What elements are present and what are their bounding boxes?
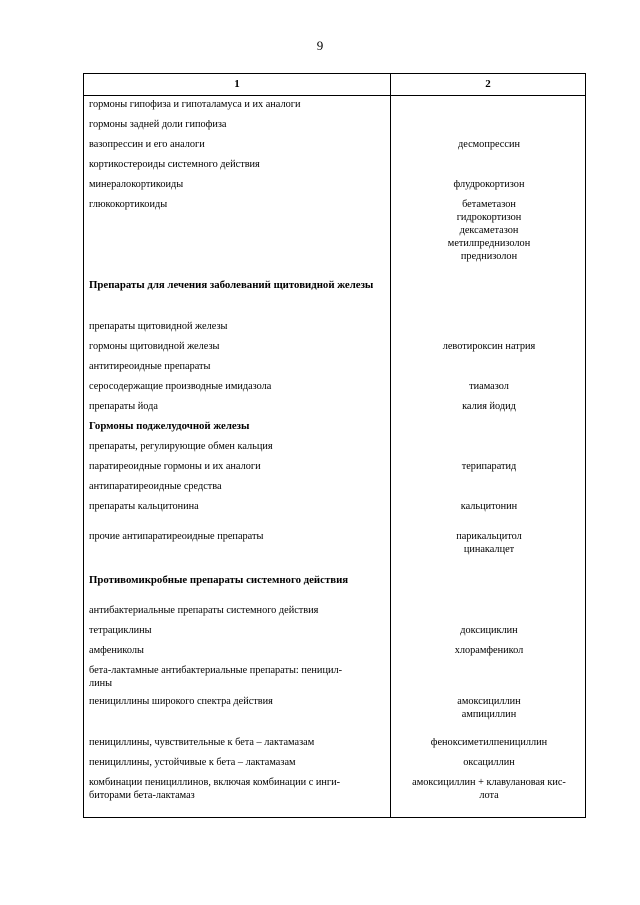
row-category: амфениколы — [89, 645, 144, 656]
row-drugs — [394, 400, 584, 413]
row-category: препараты щитовидной железы — [89, 321, 228, 332]
drug-table — [83, 73, 586, 818]
section-heading: Противомикробные препараты системного действия — [89, 574, 349, 586]
row-category: гормоны гипофиза и гипоталамуса и их аналоги — [89, 99, 301, 110]
drug-name: калия йодид — [462, 401, 516, 412]
drug-name: ампициллин — [461, 709, 517, 720]
drug-name: дексаметазон — [459, 225, 519, 236]
drug-name: доксициклин — [460, 625, 518, 636]
row-category: тетрациклины — [89, 625, 152, 636]
drug-name: метилпреднизолон — [447, 238, 531, 249]
row-drugs — [394, 500, 584, 513]
drug-name: цинакалцет — [463, 544, 515, 555]
section-heading: Гормоны поджелудочной железы — [89, 420, 250, 432]
row-drugs — [394, 756, 584, 769]
drug-name: амоксициллин — [457, 696, 521, 707]
header-cell-col1: 1 — [234, 78, 240, 90]
page-number: 9 — [316, 38, 324, 53]
row-category: серосодержащие производные имидазола — [89, 381, 272, 392]
row-category: комбинации пенициллинов, включая комбинации с инги- биторами бета-лактамаз — [89, 777, 341, 801]
row-drugs — [394, 198, 584, 263]
row-category: бета-лактамные антибактериальные препараты: пеницил- лины — [89, 665, 343, 689]
row-drugs — [394, 695, 584, 721]
row-drugs — [394, 736, 584, 749]
row-drugs — [394, 624, 584, 637]
row-drugs — [394, 380, 584, 393]
drug-name: оксациллин — [463, 757, 515, 768]
row-category: гормоны щитовидной железы — [89, 341, 220, 352]
row-category: антитиреоидные препараты — [89, 361, 211, 372]
row-category: препараты, регулирующие обмен кальция — [89, 441, 273, 452]
drug-name: кальцитонин — [460, 501, 518, 512]
drug-name: десмопрессин — [458, 139, 520, 150]
row-drugs — [394, 460, 584, 473]
row-category: препараты кальцитонина — [89, 501, 199, 512]
row-category: антипаратиреоидные средства — [89, 481, 222, 492]
drug-name: левотироксин натрия — [442, 341, 536, 352]
table-header-row — [84, 74, 585, 96]
row-drugs — [394, 530, 584, 556]
row-category: паратиреоидные гормоны и их аналоги — [89, 461, 261, 472]
drug-name: тиамазол — [469, 381, 509, 392]
section-heading: Препараты для лечения заболеваний щитовидной железы — [89, 279, 374, 291]
column-divider — [390, 74, 391, 817]
row-category: гормоны задней доли гипофиза — [89, 119, 227, 130]
row-category: прочие антипаратиреоидные препараты — [89, 531, 264, 542]
row-category: вазопрессин и его аналоги — [89, 139, 205, 150]
row-category: глюкокортикоиды — [89, 199, 168, 210]
row-drugs — [394, 776, 584, 802]
row-category: препараты йода — [89, 401, 158, 412]
row-category: кортикостероиды системного действия — [89, 159, 260, 170]
drug-name: преднизолон — [460, 251, 518, 262]
drug-name: феноксиметилпенициллин — [430, 737, 548, 748]
row-category: пенициллины, чувствительные к бета – лактамазам — [89, 737, 315, 748]
header-cell-col2: 2 — [485, 78, 491, 90]
row-drugs — [394, 178, 584, 191]
drug-name: терипаратид — [461, 461, 517, 472]
row-drugs — [394, 138, 584, 151]
row-category: минералокортикоиды — [89, 179, 184, 190]
row-drugs — [394, 644, 584, 657]
drug-name: гидрокортизон — [456, 212, 522, 223]
row-category: пенициллины, устойчивые к бета – лактамазам — [89, 757, 296, 768]
row-category: антибактериальные препараты системного действия — [89, 605, 319, 616]
drug-name: парикальцитол — [456, 531, 522, 542]
drug-name: бетаметазон — [462, 199, 516, 210]
row-category: пенициллины широкого спектра действия — [89, 696, 273, 707]
drug-name: флудрокортизон — [453, 179, 525, 190]
drug-name: амоксициллин + клавулановая кис- лота — [412, 777, 566, 801]
row-drugs — [394, 340, 584, 353]
drug-name: хлорамфеникол — [454, 645, 524, 656]
